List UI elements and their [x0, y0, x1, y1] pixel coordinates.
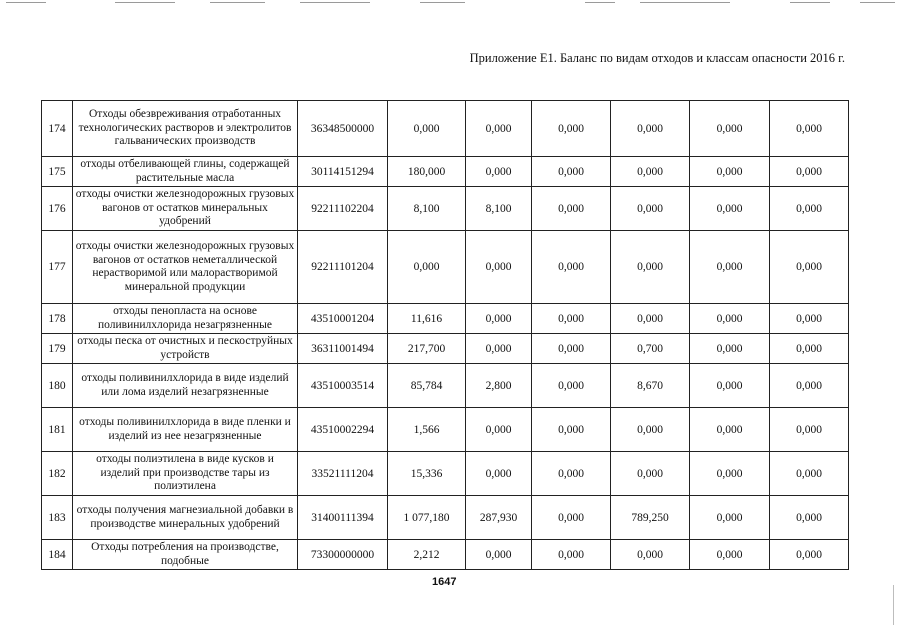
row-number: 182 [42, 452, 73, 496]
waste-name: отходы очистки железнодорожных грузовых вагонов от остатков минеральных удобрений [73, 187, 298, 231]
value-cell: 0,000 [466, 452, 532, 496]
value-cell: 0,000 [466, 540, 532, 570]
table-row [42, 452, 849, 496]
value-cell: 0,000 [611, 231, 690, 304]
value-cell: 0,000 [466, 408, 532, 452]
row-number: 181 [42, 408, 73, 452]
fkko-code: 36348500000 [298, 101, 388, 157]
value-cell: 8,100 [388, 187, 466, 231]
waste-balance-table [41, 100, 849, 570]
table-row [42, 334, 849, 364]
value-cell: 0,000 [611, 187, 690, 231]
value-cell: 0,000 [611, 408, 690, 452]
value-cell: 0,000 [466, 101, 532, 157]
value-cell: 217,700 [388, 334, 466, 364]
fkko-code: 36311001494 [298, 334, 388, 364]
value-cell: 0,000 [690, 540, 770, 570]
value-cell: 0,000 [532, 101, 611, 157]
value-cell: 0,000 [690, 408, 770, 452]
fkko-code: 43510003514 [298, 364, 388, 408]
table-row [42, 496, 849, 540]
value-cell: 0,700 [611, 334, 690, 364]
value-cell: 8,100 [466, 187, 532, 231]
value-cell: 0,000 [466, 231, 532, 304]
value-cell: 1 077,180 [388, 496, 466, 540]
table-row [42, 157, 849, 187]
value-cell: 11,616 [388, 304, 466, 334]
waste-name: отходы очистки железнодорожных грузовых вагонов от остатков неметаллической нерастворимой или малорастворимой минеральной продукции [73, 231, 298, 304]
value-cell: 0,000 [770, 408, 849, 452]
value-cell: 0,000 [532, 496, 611, 540]
fkko-code: 33521111204 [298, 452, 388, 496]
value-cell: 0,000 [770, 452, 849, 496]
value-cell: 0,000 [690, 101, 770, 157]
value-cell: 0,000 [770, 334, 849, 364]
value-cell: 789,250 [611, 496, 690, 540]
fkko-code: 92211102204 [298, 187, 388, 231]
value-cell: 0,000 [611, 101, 690, 157]
value-cell: 0,000 [466, 304, 532, 334]
value-cell: 0,000 [611, 452, 690, 496]
value-cell: 0,000 [532, 408, 611, 452]
waste-name: отходы пенопласта на основе поливинилхлорида незагрязненные [73, 304, 298, 334]
value-cell: 0,000 [532, 334, 611, 364]
waste-name: отходы получения магнезиальной добавки в производстве минеральных удобрений [73, 496, 298, 540]
table-row [42, 101, 849, 157]
value-cell: 85,784 [388, 364, 466, 408]
waste-name: отходы отбеливающей глины, содержащей растительные масла [73, 157, 298, 187]
value-cell: 0,000 [611, 540, 690, 570]
value-cell: 0,000 [770, 496, 849, 540]
row-number: 183 [42, 496, 73, 540]
value-cell: 0,000 [770, 540, 849, 570]
value-cell: 0,000 [532, 304, 611, 334]
value-cell: 0,000 [388, 231, 466, 304]
row-number: 178 [42, 304, 73, 334]
value-cell: 0,000 [690, 334, 770, 364]
row-number: 180 [42, 364, 73, 408]
value-cell: 2,800 [466, 364, 532, 408]
value-cell: 0,000 [770, 157, 849, 187]
table-row [42, 364, 849, 408]
row-number: 177 [42, 231, 73, 304]
value-cell: 0,000 [690, 157, 770, 187]
value-cell: 0,000 [690, 452, 770, 496]
page-number: 1647 [432, 576, 457, 588]
waste-name: Отходы обезвреживания отработанных технологических растворов и электролитов гальванических производств [73, 101, 298, 157]
value-cell: 8,670 [611, 364, 690, 408]
waste-name: отходы полиэтилена в виде кусков и изделий при производстве тары из полиэтилена [73, 452, 298, 496]
row-number: 174 [42, 101, 73, 157]
table-row [42, 231, 849, 304]
scan-noise [0, 0, 905, 8]
value-cell: 0,000 [690, 187, 770, 231]
value-cell: 0,000 [532, 231, 611, 304]
waste-name: отходы песка от очистных и пескоструйных устройств [73, 334, 298, 364]
fkko-code: 92211101204 [298, 231, 388, 304]
value-cell: 0,000 [770, 231, 849, 304]
fkko-code: 31400111394 [298, 496, 388, 540]
row-number: 179 [42, 334, 73, 364]
document-title: Приложение Е1. Баланс по видам отходов и классам опасности 2016 г. [469, 51, 845, 65]
value-cell: 15,336 [388, 452, 466, 496]
fkko-code: 43510002294 [298, 408, 388, 452]
value-cell: 0,000 [466, 157, 532, 187]
value-cell: 0,000 [532, 540, 611, 570]
row-number: 184 [42, 540, 73, 570]
table-row [42, 304, 849, 334]
value-cell: 0,000 [388, 101, 466, 157]
value-cell: 0,000 [532, 187, 611, 231]
row-number: 175 [42, 157, 73, 187]
fkko-code: 30114151294 [298, 157, 388, 187]
value-cell: 0,000 [532, 157, 611, 187]
value-cell: 0,000 [611, 157, 690, 187]
value-cell: 0,000 [690, 304, 770, 334]
value-cell: 0,000 [770, 364, 849, 408]
value-cell: 0,000 [611, 304, 690, 334]
value-cell: 0,000 [690, 231, 770, 304]
value-cell: 0,000 [770, 304, 849, 334]
value-cell: 2,212 [388, 540, 466, 570]
value-cell: 0,000 [532, 452, 611, 496]
waste-name: отходы поливинилхлорида в виде изделий или лома изделий незагрязненные [73, 364, 298, 408]
scan-edge-mark [893, 585, 894, 625]
value-cell: 0,000 [690, 496, 770, 540]
table-row [42, 187, 849, 231]
value-cell: 1,566 [388, 408, 466, 452]
value-cell: 0,000 [690, 364, 770, 408]
waste-name: отходы поливинилхлорида в виде пленки и изделий из нее незагрязненные [73, 408, 298, 452]
value-cell: 0,000 [532, 364, 611, 408]
table-row [42, 540, 849, 570]
table-row [42, 408, 849, 452]
value-cell: 0,000 [770, 187, 849, 231]
value-cell: 287,930 [466, 496, 532, 540]
value-cell: 0,000 [466, 334, 532, 364]
value-cell: 180,000 [388, 157, 466, 187]
waste-name: Отходы потребления на производстве, подобные [73, 540, 298, 570]
row-number: 176 [42, 187, 73, 231]
fkko-code: 43510001204 [298, 304, 388, 334]
fkko-code: 73300000000 [298, 540, 388, 570]
value-cell: 0,000 [770, 101, 849, 157]
